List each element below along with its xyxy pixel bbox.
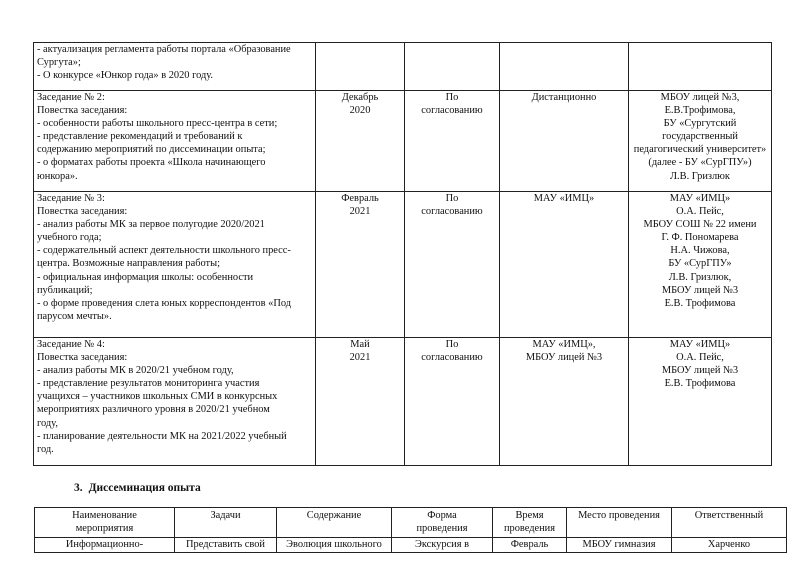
- text-line: Содержание: [306, 510, 362, 521]
- responsible-cell: [629, 91, 772, 192]
- text-line: Ответственный: [694, 510, 764, 521]
- responsible-cell: [629, 338, 772, 466]
- text-line: проведения: [503, 522, 556, 534]
- header-responsible: [672, 508, 787, 538]
- text-line: 2021: [349, 352, 371, 364]
- cell-form: Экскурсия в: [392, 537, 493, 553]
- header-tasks: [175, 508, 277, 538]
- text-line: О.А. Пейс,: [676, 352, 724, 364]
- text-line: Задачи: [210, 510, 241, 521]
- text-line: - о форматах работы проекта «Школа начинающего: [37, 157, 266, 169]
- time-cell: [316, 192, 405, 338]
- text-line: Е.В.Трофимова,: [664, 105, 736, 117]
- text-line: году,: [37, 417, 58, 429]
- text-line: Февраль: [341, 193, 379, 204]
- text-line: О.А. Пейс,: [676, 206, 724, 218]
- text-line: Сургута»;: [37, 57, 81, 69]
- text-line: - представление рекомендаций и требований к: [37, 131, 243, 143]
- text-line: парусом мечты».: [37, 310, 112, 322]
- topic-cell: [34, 192, 316, 338]
- time-cell: [316, 338, 405, 466]
- header-event-name: [35, 508, 175, 538]
- section-number: 3.: [74, 482, 83, 494]
- cell-tasks: Представить свой: [175, 537, 277, 553]
- text-line: учебного года;: [37, 232, 102, 244]
- text-line: МБОУ лицей №3,: [660, 92, 740, 103]
- table-row: [34, 91, 772, 192]
- text-line: Л.В. Гризлюк: [670, 170, 730, 182]
- dissemination-row: [35, 537, 787, 553]
- text-line: МБОУ СОШ № 22 имени: [643, 219, 757, 231]
- text-line: Е.В. Трофимова: [664, 378, 736, 390]
- text-line: По: [445, 193, 459, 204]
- text-line: МАУ «ИМЦ»: [533, 193, 595, 204]
- text-line: 2021: [349, 206, 371, 218]
- cell-content: Эволюция школьного: [277, 537, 392, 553]
- text-line: Е.В. Трофимова: [664, 297, 736, 309]
- dissemination-table: [34, 507, 787, 553]
- text-line: Л.В. Гризлюк,: [668, 271, 732, 283]
- header-form: [392, 508, 493, 538]
- cell-event-name: Информационно-: [35, 537, 175, 553]
- text-line: Заседание № 2:: [37, 92, 105, 103]
- section-heading: [74, 482, 201, 494]
- text-line: Форма: [427, 510, 457, 521]
- plan-table: [33, 42, 772, 466]
- text-line: БУ «Сургутский государственный: [662, 118, 738, 143]
- text-line: - содержательный аспект деятельности школьного пресс-: [37, 245, 291, 257]
- text-line: Повестка заседания:: [37, 206, 128, 218]
- text-line: - представление результатов мониторинга участия: [37, 378, 260, 390]
- text-line: Заседание № 4:: [37, 339, 105, 350]
- place-cell: [500, 338, 629, 466]
- text-line: Дистанционно: [531, 92, 597, 103]
- text-line: - анализ работы МК за первое полугодие 2020/2021: [37, 219, 265, 231]
- text-line: Декабрь: [341, 92, 379, 103]
- text-line: Г. Ф. Пономарева: [661, 232, 739, 244]
- text-line: МБОУ лицей №3: [661, 365, 739, 377]
- text-line: публикаций;: [37, 284, 93, 296]
- text-line: - анализ работы МК в 2020/21 учебном году,: [37, 365, 234, 377]
- place-cell: [500, 192, 629, 338]
- place-cell: [500, 43, 629, 91]
- time-cell: [316, 91, 405, 192]
- text-line: юнкора».: [37, 170, 78, 182]
- text-line: содержанию мероприятий по диссеминации опыта;: [37, 144, 266, 156]
- text-line: МАУ «ИМЦ»,: [532, 339, 596, 350]
- text-line: 2020: [349, 105, 371, 117]
- responsible-cell: [629, 43, 772, 91]
- form-cell: [405, 338, 500, 466]
- text-line: проведения: [416, 522, 468, 534]
- text-line: учащихся – участников школьных СМИ в конкурсных: [37, 391, 278, 403]
- table-row: [34, 192, 772, 338]
- time-cell: [316, 43, 405, 91]
- header-content: [277, 508, 392, 538]
- text-line: согласованию: [421, 105, 483, 117]
- topic-cell: [34, 43, 316, 91]
- text-line: Н.А. Чижова,: [670, 245, 730, 257]
- cell-responsible: Харченко: [672, 537, 787, 553]
- text-line: Место проведения: [578, 510, 660, 521]
- text-line: Время: [515, 510, 544, 521]
- table-row: [34, 338, 772, 466]
- text-line: (далее - БУ «СурГПУ»): [648, 157, 752, 169]
- header-time: [493, 508, 567, 538]
- text-line: мероприятия: [75, 522, 134, 534]
- section-title: Диссеминация опыта: [88, 482, 201, 494]
- text-line: - о форме проведения слета юных корреспондентов «Под: [37, 297, 292, 309]
- text-line: Повестка заседания:: [37, 352, 128, 364]
- form-cell: [405, 43, 500, 91]
- text-line: Май: [350, 339, 370, 350]
- text-line: По: [445, 339, 459, 350]
- text-line: Заседание № 3:: [37, 193, 105, 204]
- text-line: Наименование: [72, 510, 137, 521]
- text-line: год.: [37, 443, 54, 455]
- responsible-cell: [629, 192, 772, 338]
- text-line: По: [445, 92, 459, 103]
- text-line: МАУ «ИМЦ»: [669, 339, 731, 350]
- text-line: - официальная информация школы: особенности: [37, 271, 254, 283]
- place-cell: [500, 91, 629, 192]
- text-line: - О конкурсе «Юнкор года» в 2020 году.: [37, 70, 214, 82]
- text-line: Повестка заседания:: [37, 105, 128, 117]
- text-line: педагогический университет»: [633, 144, 767, 156]
- table-row: [34, 43, 772, 91]
- cell-time: Февраль: [493, 537, 567, 553]
- form-cell: [405, 91, 500, 192]
- text-line: - особенности работы школьного пресс-центра в сети;: [37, 118, 278, 130]
- header-place: [567, 508, 672, 538]
- cell-place: МБОУ гимназия: [567, 537, 672, 553]
- text-line: МАУ «ИМЦ»: [669, 193, 731, 204]
- text-line: мероприятиях различного уровня в 2020/21 учебном: [37, 404, 270, 416]
- dissemination-header-row: [35, 508, 787, 538]
- topic-cell: [34, 91, 316, 192]
- text-line: БУ «СурГПУ»: [668, 258, 732, 270]
- text-line: согласованию: [421, 206, 483, 218]
- text-line: центра. Возможные направления работы;: [37, 258, 220, 270]
- form-cell: [405, 192, 500, 338]
- text-line: - планирование деятельности МК на 2021/2022 учебный: [37, 430, 287, 442]
- topic-cell: [34, 338, 316, 466]
- text-line: МБОУ лицей №3: [525, 352, 603, 364]
- text-line: МБОУ лицей №3: [661, 284, 739, 296]
- text-line: - актуализация регламента работы портала «Образование: [37, 44, 291, 55]
- text-line: согласованию: [421, 352, 483, 364]
